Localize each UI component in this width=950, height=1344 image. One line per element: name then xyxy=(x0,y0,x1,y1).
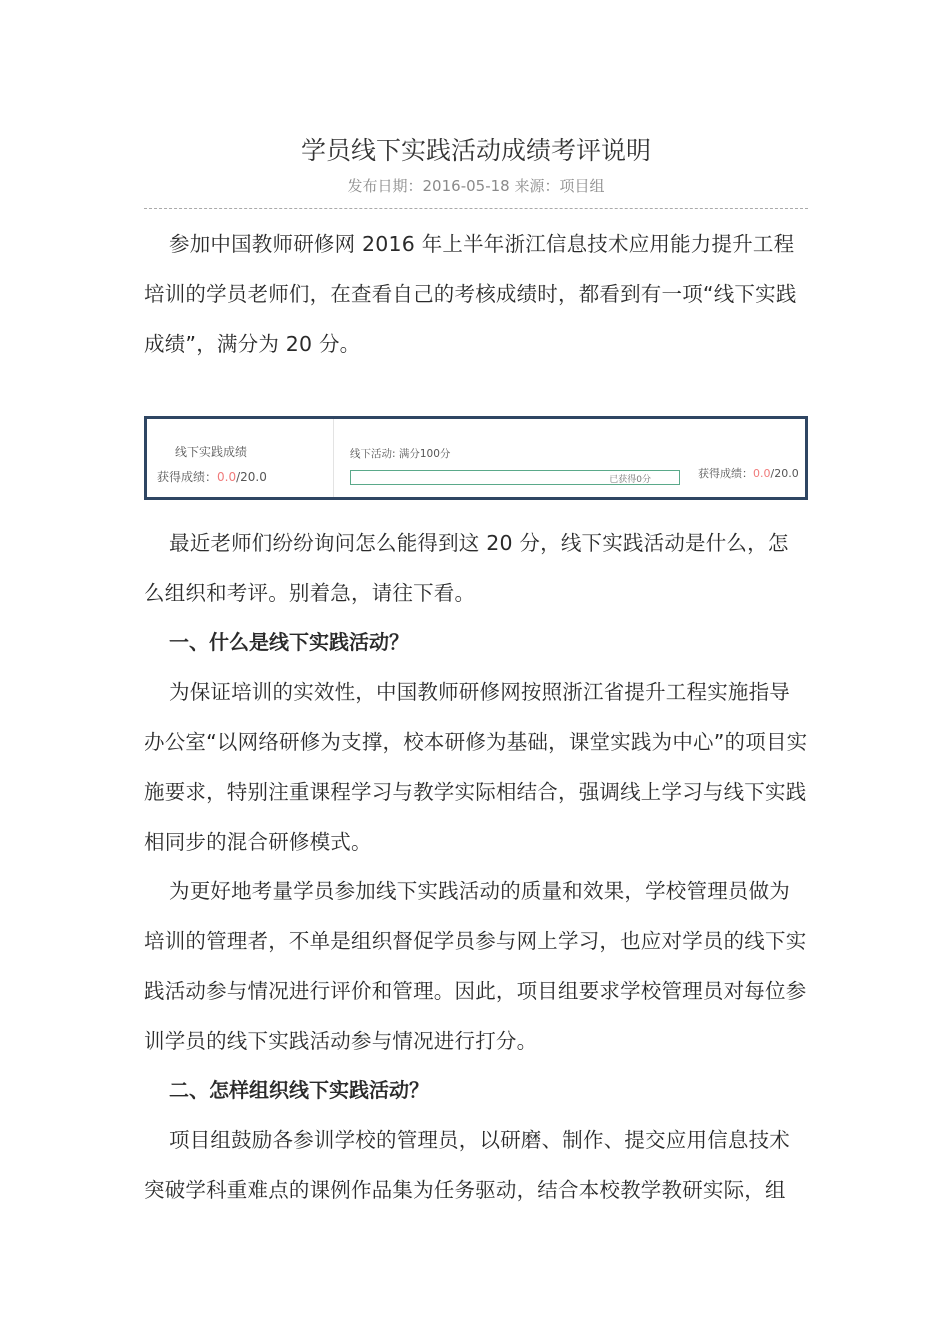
offline-score-title: 线下实践成绩 xyxy=(175,445,248,459)
score-number: 0.0 xyxy=(217,470,237,484)
score-panel-screenshot xyxy=(144,416,808,500)
score-label: 获得成绩： xyxy=(157,470,218,484)
paragraph-section2: 项目组鼓励各参训学校的管理员，以研磨、制作、提交应用信息技术突破学科重难点的课例作品集为任务驱动，结合本校教学教研实际，组 xyxy=(144,1128,790,1202)
paragraph-section1-a: 为保证培训的实效性，中国教师研修网按照浙江省提升工程实施指导办公室“以网络研修为支撑，校本研修为基础，课堂实践为中心”的项目实施要求，特别注重课程学习与教学实际相结合，强调线上学习与线下实践相同步的混合研修模式。 xyxy=(144,680,808,854)
page-title: 学员线下实践活动成绩考评说明 xyxy=(300,136,651,165)
publish-meta: 发布日期：2016-05-18 来源：项目组 xyxy=(347,177,605,195)
score-max: /20.0 xyxy=(770,467,799,480)
section-heading-2: 二、怎样组织线下实践活动？ xyxy=(169,1078,429,1102)
score-number: 0.0 xyxy=(753,467,771,480)
score-max: /20.0 xyxy=(236,470,267,484)
section-heading-1: 一、什么是线下实践活动？ xyxy=(169,630,409,654)
progress-label: 已获得0分 xyxy=(609,475,651,485)
activity-progress-bar xyxy=(350,470,680,485)
score-label: 获得成绩： xyxy=(698,467,753,480)
activity-score-value xyxy=(698,465,799,481)
paragraph-section1-b: 为更好地考量学员参加线下实践活动的质量和效果，学校管理员做为培训的管理者，不单是组织督促学员参与网上学习，也应对学员的线下实践活动参与情况进行评价和管理。因此，项目组要求学校管理员对每位参训学员的线下实践活动参与情况进行打分。 xyxy=(144,879,807,1053)
offline-score-value xyxy=(157,468,267,485)
score-panel-left xyxy=(147,419,334,497)
dashed-divider xyxy=(144,208,808,209)
paragraph-intro: 参加中国教师研修网 2016 年上半年浙江信息技术应用能力提升工程培训的学员老师们，在查看自己的考核成绩时，都看到有一项“线下实践成绩”，满分为 20 分。 xyxy=(144,232,797,356)
activity-label: 线下活动: 满分100分 xyxy=(350,448,451,460)
paragraph-question: 最近老师们纷纷询问怎么能得到这 20 分，线下实践活动是什么，怎么组织和考评。别着急，请往下看。 xyxy=(144,531,789,605)
